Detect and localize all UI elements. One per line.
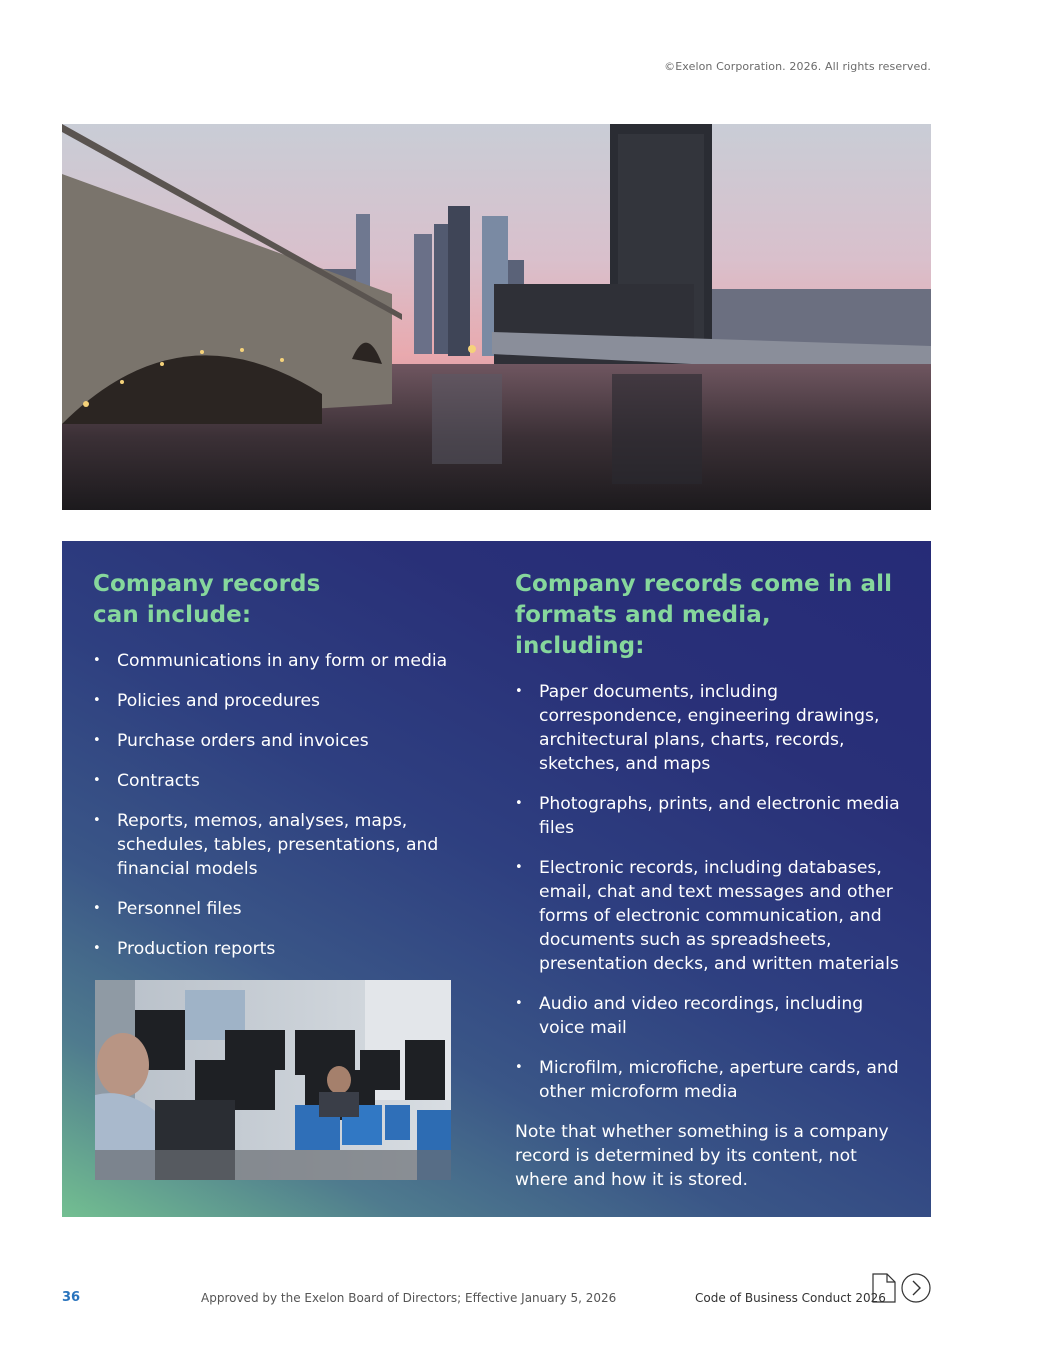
records-panel bbox=[62, 541, 931, 1217]
right-heading-line1: Company records come in all bbox=[515, 571, 893, 597]
right-list bbox=[515, 680, 905, 1104]
left-heading-line2: can include: bbox=[93, 602, 252, 628]
office-photo bbox=[95, 980, 451, 1180]
list-item: • Photographs, prints, and electronic media files bbox=[515, 792, 905, 840]
right-column bbox=[515, 569, 905, 1192]
document-title: Code of Business Conduct 2026 bbox=[695, 1291, 886, 1305]
left-column bbox=[93, 569, 473, 977]
list-item: • Contracts bbox=[93, 769, 473, 793]
list-item: • Paper documents, including correspondence, engineering drawings, architectural plans, charts, records, sketches, and maps bbox=[515, 680, 905, 776]
copyright-notice: ©Exelon Corporation. 2026. All rights reserved. bbox=[664, 60, 931, 73]
list-item: • Communications in any form or media bbox=[93, 649, 473, 673]
list-item: • Purchase orders and invoices bbox=[93, 729, 473, 753]
list-item: • Electronic records, including databases, email, chat and text messages and other forms of electronic communication, and documents such as spreadsheets, presentation decks, and written materials bbox=[515, 856, 905, 976]
right-heading-line2: formats and media, including: bbox=[515, 602, 771, 659]
list-item: • Microfilm, microfiche, aperture cards, and other microform media bbox=[515, 1056, 905, 1104]
left-heading-line1: Company records bbox=[93, 571, 321, 597]
list-item: • Reports, memos, analyses, maps, schedules, tables, presentations, and financial models bbox=[93, 809, 473, 881]
document-icon[interactable] bbox=[872, 1273, 896, 1303]
skyline-photo bbox=[62, 124, 931, 510]
left-list bbox=[93, 649, 473, 961]
list-item: • Audio and video recordings, including voice mail bbox=[515, 992, 905, 1040]
list-item: • Policies and procedures bbox=[93, 689, 473, 713]
page-number: 36 bbox=[62, 1290, 81, 1305]
approval-statement: Approved by the Exelon Board of Directors; Effective January 5, 2026 bbox=[201, 1291, 617, 1305]
left-heading bbox=[93, 569, 473, 631]
list-item: • Personnel files bbox=[93, 897, 473, 921]
storage-note: Note that whether something is a company record is determined by its content, not where and how it is stored. bbox=[515, 1122, 889, 1190]
list-item: • Production reports bbox=[93, 937, 473, 961]
right-heading bbox=[515, 569, 905, 662]
chevron-right-circle-icon[interactable] bbox=[901, 1273, 931, 1303]
